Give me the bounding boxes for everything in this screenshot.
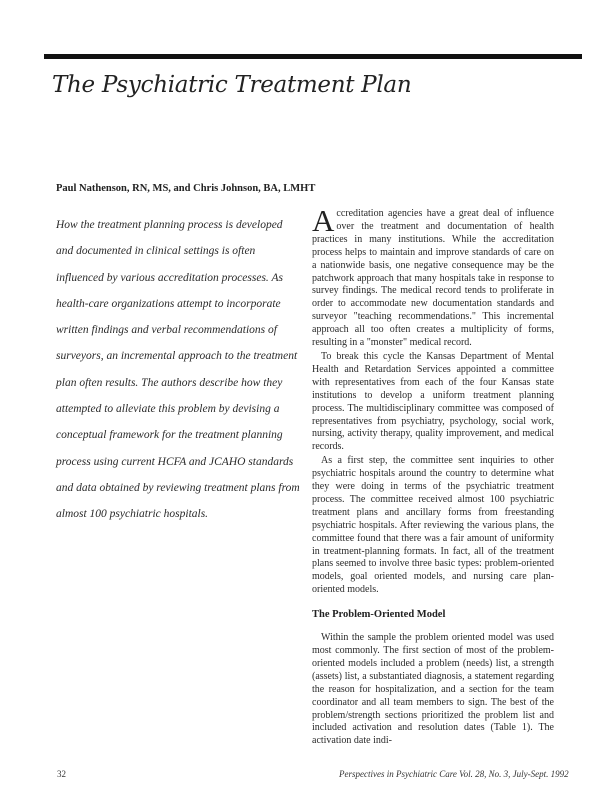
journal-citation: Perspectives in Psychiatric Care Vol. 28, No. 3, July-Sept. 1992: [339, 769, 569, 779]
body-paragraph-1-text: ccreditation agencies have a great deal of influence over the treatment and documentation of health practices in many institutions. While the accreditation process helps to maintain and improve standards of care on a nationwide basis, one negative consequence may be the patchwork approach that many hospitals take in response to survey findings. The medical record tends to proliferate in order to accommodate new documentation standards and surveyor "teaching recommendations." This incremental approach all too often creates a multiplicity of forms, resulting in a "monster" medical record.: [312, 208, 554, 349]
top-rule: [44, 54, 582, 59]
body-paragraph-3: As a first step, the committee sent inquiries to other psychiatric hospitals around the country to determine what they were doing in terms of the psychiatric treatment process. The committee received almost 100 psychiatric treatment plans and ancillary forms from freestanding psychiatric hospitals. After reviewing the various plans, the committee found that there was a fair amount of uniformity in treatment-planning formats. In fact, all of the treatment plans seemed to involve three basic types: problem-oriented models, goal oriented models, and nursing care plan-oriented models.: [312, 455, 554, 596]
article-title: The Psychiatric Treatment Plan: [52, 72, 412, 98]
body-paragraph-4: Within the sample the problem oriented model was used most commonly. The first section of most of the problem-oriented models included a problem (needs) list, a strength (assets) list, a substantiated diagnosis, a statement regarding the reason for hospitalization, and a section for the team coordinator and all team members to sign. The best of the problem/strength sections prioritized the problem list and included activation and resolution dates (Table 1). The activation date indi-: [312, 632, 554, 747]
body-column: [312, 203, 554, 748]
page-number: 32: [57, 769, 66, 779]
body-paragraph-1: [312, 203, 554, 350]
body-paragraph-2: To break this cycle the Kansas Department of Mental Health and Retardation Services appointed a committee with representatives from each of the four Kansas state institutions to develop a uniform treatment planning process. The multidisciplinary committee was composed of representatives from psychiatry, psychology, social work, nursing, activity therapy, quality improvement, and medical records.: [312, 350, 554, 453]
section-heading: The Problem-Oriented Model: [312, 609, 446, 621]
drop-cap: A: [312, 203, 335, 238]
abstract: How the treatment planning process is developed and documented in clinical settings is often influenced by various accreditation processes. As health-care organizations attempt to incorporate written findings and verbal recommendations of surveyors, an incremental approach to the treatment plan often results. The authors describe how they attempted to alleviate this problem by devising a conceptual framework for the treatment planning process using current HCFA and JCAHO standards and data obtained by reviewing treatment plans from almost 100 psychiatric hospitals.: [56, 219, 300, 521]
author-line: Paul Nathenson, RN, MS, and Chris Johnson, BA, LMHT: [56, 183, 316, 194]
